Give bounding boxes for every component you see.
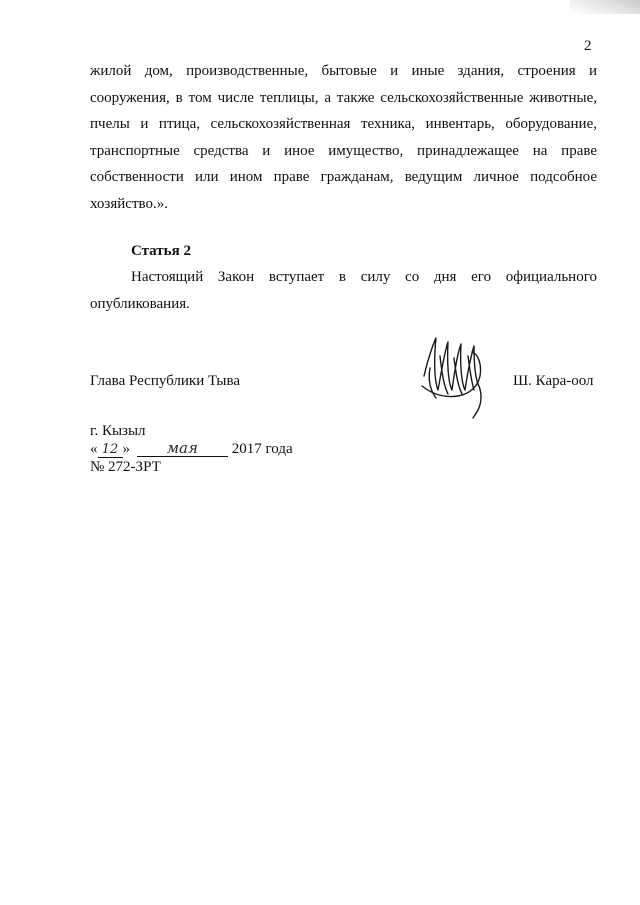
text-line: пчелы и птица, сельскохозяйственная техника, инвентарь, оборудование, [90,116,597,133]
date-month-handwritten: мая [137,441,228,457]
text-line: транспортные средства и иное имущество, принадлежащее на праве [90,142,597,159]
date-line [90,441,293,458]
article-text: Настоящий Закон вступает в силу со дня его официального опубликования. [90,269,597,312]
signature-icon [418,328,490,424]
date-open-quote: « [90,441,98,457]
text-line: хозяйство.». [90,195,168,212]
law-number: № 272-ЗРТ [90,459,161,475]
place-of-signing: г. Кызыл [90,423,146,439]
article-heading: Статья 2 [131,243,191,259]
text-line: жилой дом, производственные, бытовые и иные здания, строения и [90,63,597,79]
date-day-handwritten: 12 [98,442,123,458]
page-number: 2 [584,38,592,54]
scan-edge-artifact [570,0,640,14]
text-line: сооружения, в том числе теплицы, а также сельскохозяйственные животные, [90,89,597,106]
signer-position: Глава Республики Тыва [90,373,241,389]
text-line: собственности или ином праве гражданам, ведущим личное подсобное [90,169,597,186]
date-close-quote: » [122,441,130,457]
date-year: 2017 года [231,441,293,457]
signer-name: Ш. Кара-оол [513,373,594,389]
law-text-continuation [90,58,597,218]
